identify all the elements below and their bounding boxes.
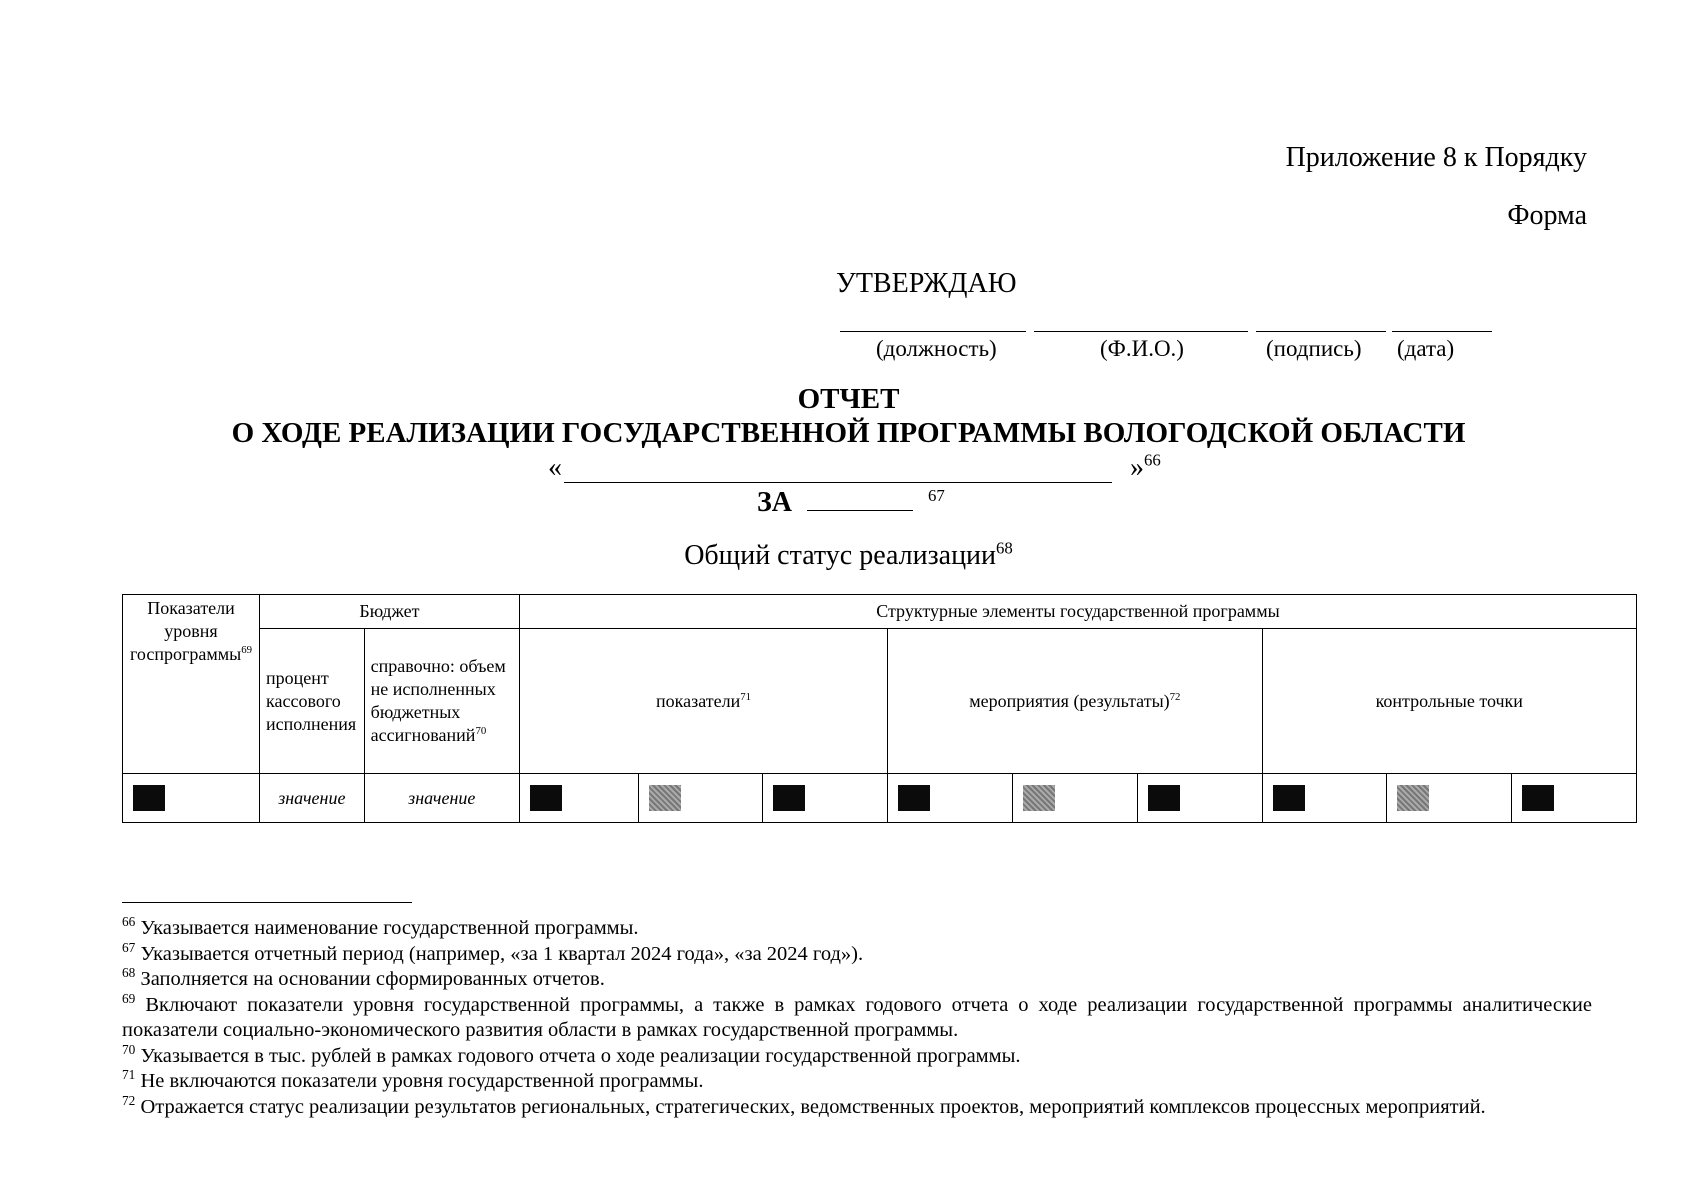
name-caption: (Ф.И.О.) [1100,336,1184,361]
status-box-black [773,785,805,811]
struct-event-status-2[interactable] [1012,774,1137,823]
approve-label: УТВЕРЖДАЮ [836,268,1017,299]
name-signature-line[interactable] [1034,331,1248,332]
open-quote: « [548,452,562,483]
program-name-line [564,482,1112,483]
header-budget-cash: процент кассового исполнения [260,629,365,774]
footnote-68: $^{68}$ Заполняется на основании сформированных отчетов. [122,965,605,990]
status-box-black [133,785,165,811]
status-box-black [1273,785,1305,811]
status-table [122,594,1637,823]
form-label: Форма [1507,200,1587,231]
footnotes [122,916,1592,1120]
footnote-67: $^{67}$ Указывается отчетный период (например, «за 1 квартал 2024 года», «за 2024 год»). [122,939,864,965]
struct-event-status-3[interactable] [1137,774,1262,823]
footnote-71: $^{71}$ Не включаются показатели уровня государственной программы. [122,1067,704,1092]
date-caption: (дата) [1397,336,1455,361]
status-box-black [1522,785,1554,811]
report-title: ОТЧЕТ [797,383,900,415]
position-caption: (должность) [876,336,997,361]
status-box-black [898,785,930,811]
header-struct-events: мероприятия (результаты)$^{72}$ [888,629,1262,774]
close-quote: »$^{66}$ [1130,450,1161,483]
header-budget-ref: справочно: объем не исполненных бюджетных ассигнований$^{70}$ [364,629,519,774]
header-indicators: Показатели уровня госпрограммы$^{69}$ [123,595,260,774]
footnote-70: $^{70}$ Указывается в тыс. рублей в рамках годового отчета о ходе реализации государственной программы. [122,1041,1021,1067]
status-box-gray [1397,785,1429,811]
struct-indicator-status-2[interactable] [638,774,763,823]
appendix-label: Приложение 8 к Порядку [1285,142,1587,173]
period-label: ЗА [757,487,792,518]
header-struct-checkpoints: контрольные точки [1262,629,1636,774]
header-budget: Бюджет [260,595,520,629]
footnote-69: $^{69}$ Включают показатели уровня государственной программы, а также в рамках годового отчета о ходе реализации государственной программы аналитические показатели социально-экономического развития области в рамках государственной программы. [122,990,1592,1041]
status-box-black [530,785,562,811]
signature-line[interactable] [1256,331,1386,332]
struct-indicator-status-1[interactable] [519,774,638,823]
table-row [123,774,1637,823]
struct-checkpoint-status-1[interactable] [1262,774,1387,823]
period-line [807,488,913,511]
struct-checkpoint-status-3[interactable] [1512,774,1637,823]
footnote-72: $^{72}$ Отражается статус реализации результатов региональных, стратегических, ведомственных проектов, мероприятий комплексов процессных мероприятий. [122,1092,1486,1118]
header-structural: Структурные элементы государственной программы [519,595,1636,629]
status-box-gray [649,785,681,811]
struct-checkpoint-status-2[interactable] [1387,774,1512,823]
struct-event-status-1[interactable] [888,774,1013,823]
budget-ref-value[interactable]: значение [364,774,519,823]
status-heading: Общий статус реализации$^{68}$ [684,538,1013,571]
date-signature-line[interactable] [1392,331,1492,332]
footnote-divider [122,902,412,903]
indicator-status-cell[interactable] [123,774,260,823]
period-note: 67 [928,485,945,505]
signature-caption: (подпись) [1266,336,1362,361]
status-box-black [1148,785,1180,811]
struct-indicator-status-3[interactable] [763,774,888,823]
report-subtitle: О ХОДЕ РЕАЛИЗАЦИИ ГОСУДАРСТВЕННОЙ ПРОГРАММЫ ВОЛОГОДСКОЙ ОБЛАСТИ [231,417,1466,449]
status-box-gray [1023,785,1055,811]
period-field[interactable] [757,487,945,519]
footnote-66: $^{66}$ Указывается наименование государственной программы. [122,914,639,939]
header-struct-indicators: показатели$^{71}$ [519,629,887,774]
position-signature-line[interactable] [840,331,1026,332]
budget-cash-value[interactable]: значение [260,774,365,823]
